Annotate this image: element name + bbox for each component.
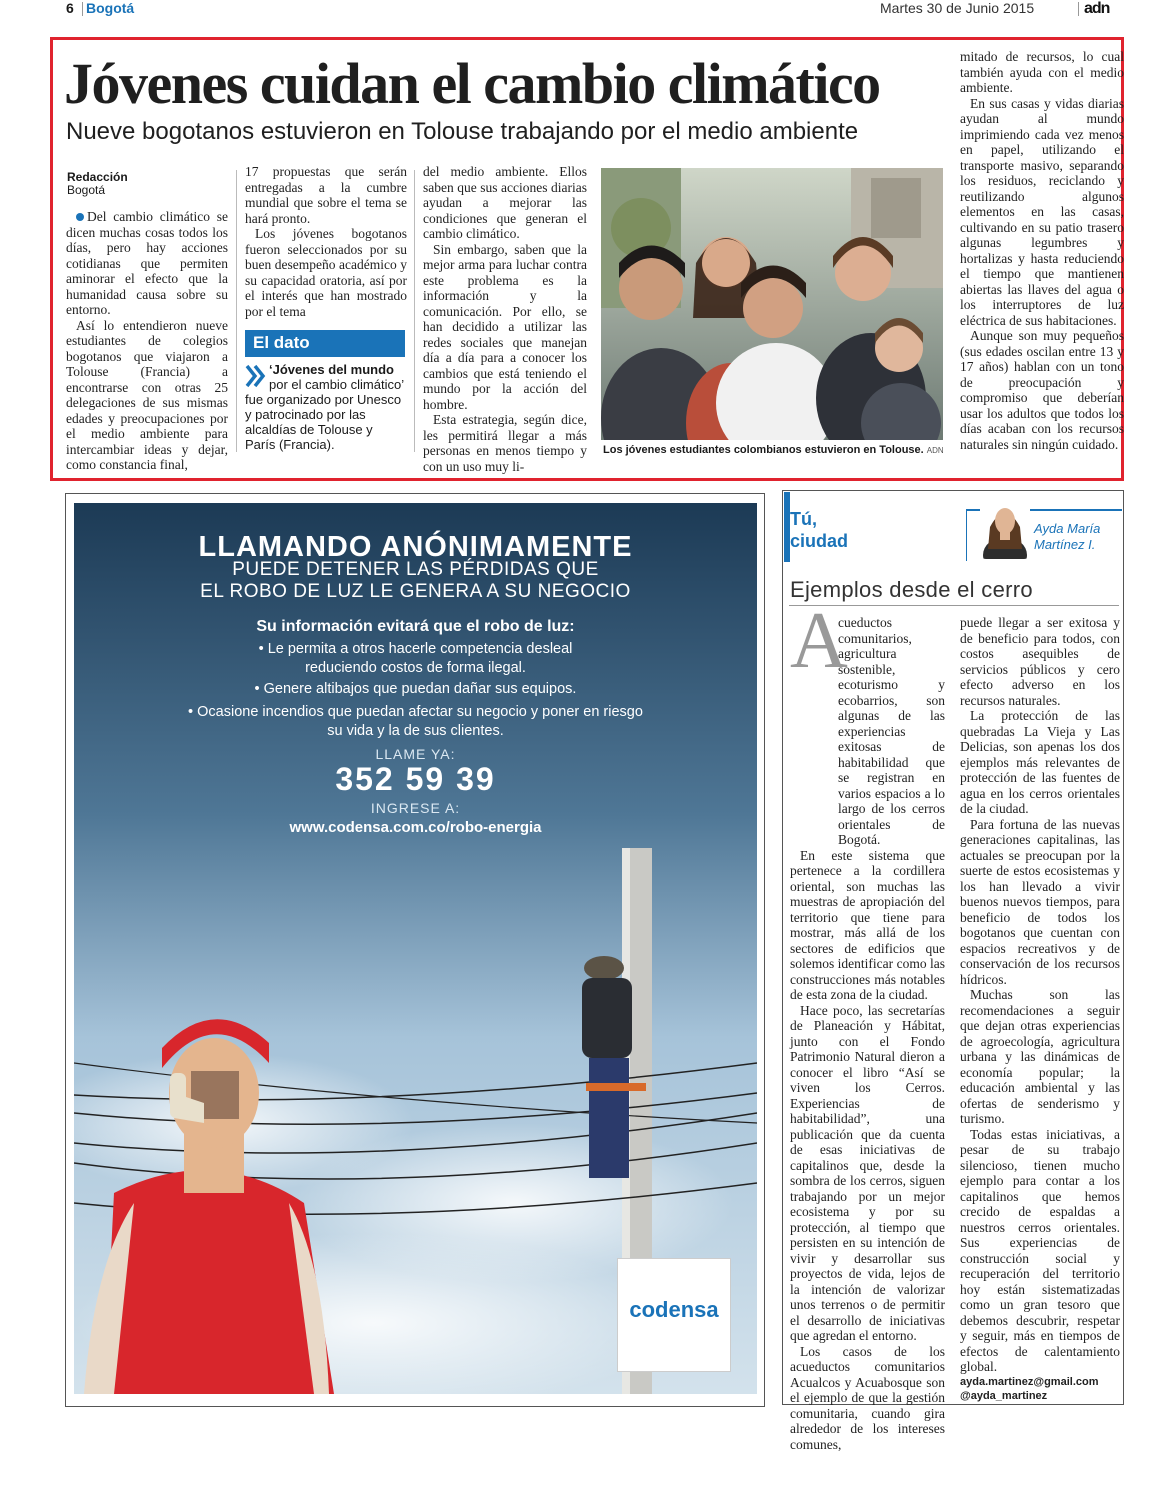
paragraph: La protección de las quebradas La Vieja y Las Delicias, son apenas los dos ejemplos más relevantes de protección de las fuentes de agua en los cerros orientales de la ciudad. xyxy=(960,708,1120,816)
ad-url-link[interactable]: www.codensa.com.co/robo-energia xyxy=(289,819,542,836)
paragraph: mitado de recursos, lo cual también ayuda con el medio ambiente. xyxy=(960,49,1124,95)
codensa-logo: codensa xyxy=(617,1258,731,1372)
byline-location: Bogotá xyxy=(67,183,106,197)
paragraph: 17 propuestas que serán entregadas a la cumbre mundial que sobre el tema se hará pronto. xyxy=(245,164,407,226)
el-dato-text xyxy=(245,362,405,452)
ad-phone-number[interactable]: 352 59 39 xyxy=(335,761,496,797)
ad-bullet: • Ocasione incendios que puedan afectar su negocio y poner en riesgo su vida y la de sus clientes. xyxy=(188,704,643,739)
article-column-4 xyxy=(960,49,1124,452)
column-title: Ejemplos desde el cerro xyxy=(790,577,1033,602)
section-name: Bogotá xyxy=(86,0,135,16)
author-twitter-handle[interactable]: @ayda_martinez xyxy=(960,1389,1048,1402)
divider xyxy=(245,356,405,357)
codensa-advertisement[interactable] xyxy=(74,503,757,1394)
article-column-2 xyxy=(245,164,407,319)
author-email[interactable]: ayda.martinez@gmail.com xyxy=(960,1375,1099,1388)
paragraph: Los casos de los acueductos comunitarios Acualcos y Acuabosque son el ejemplo de que la gestión comunitaria, cuando gira alrededor de los intereses comunes, xyxy=(790,1343,945,1452)
paragraph: En este sistema que pertenece a la cordillera oriental, son muchas las muestras de apropiación del territorio que tiene para mostrar, más allá de los sectores de edificios que solemos identificar como las construcciones más notables de esta zona de la ciudad. xyxy=(790,847,945,1002)
paragraph: Muchas son las recomendaciones a seguir que dejan otras experiencias de agroecología, agricultura urbana y las dinámicas de economía popular; la educación ambiental y las ofertas de senderismo y turismo. xyxy=(960,987,1120,1126)
paragraph: Del cambio climático se dicen muchas cosas todos los días, pero hay acciones cotidianas que permiten aminorar el efecto que la humanidad causa sobre su entorno. xyxy=(66,209,228,317)
article-photo xyxy=(601,168,943,440)
paragraph: En sus casas y vidas diarias ayudan al mundo imprimiendo cada vez menos en papel, utilizando el transporte masivo, separando los residuos, reciclando y reutilizando algunos elementos en las casas, cultivando en su patio trasero algunas legumbres y hortalizas y hasta reduciendo el tiempo que mantienen abiertas las llaves del agua o los interruptores de luz eléctrica de sus habitaciones. xyxy=(960,95,1124,328)
paragraph: puede llegar a ser exitosa y de beneficio para todos, con costos asequibles de servicios públicos y cero efecto adverso en los recursos naturales. xyxy=(960,615,1120,708)
brand-logo xyxy=(1084,0,1120,21)
paragraph: Para fortuna de las nuevas generaciones capitalinas, las actuales se preocupan por la suerte de estos ecosistemas y los han llevado a vivir buenos nuevos tiempos, para beneficio de todos los bogotanos que cuentan con espacios recreativos y de conservación de los recursos hídricos. xyxy=(960,816,1120,987)
paragraph: Hace poco, las secretarías de Planeación y Hábitat, junto con el Fondo Patrimonio Natural dieron a conocer el libro “Así se viven los Cerros. Experiencias de habitabilidad”, una publicación que da cuenta de esas iniciativas de capitalinos que, desde la sombra de los cerros, siguen trabajando por un mejor ecosistema y por su protección, al tiempo que persisten en su intención de vivir y desarrollar sus proyectos de vida, lejos de la intención de valorizar unos terrenos o de permitir el desarrollo de iniciativas que agredan el entorno. xyxy=(790,1002,945,1343)
paragraph: Todas estas iniciativas, a pesar de su trabajo silencioso, tienen mucho ejemplo para contar a los capitalinos que hemos crecido de espaldas a nuestros cerros orientales. Sus experiencias de construcción social y recuperación del territorio hoy están sistematizadas como un gran tesoro que debemos descubrir, respetar y seguir, más en tiempos de efectos de calentamiento global. xyxy=(960,1126,1120,1374)
ad-call-label: LLAME YA: xyxy=(375,746,456,762)
ad-info-heading: Su información evitará que el robo de luz: xyxy=(256,618,575,635)
paragraph: Sin embargo, saben que la mejor arma para luchar contra este problema es la información y la comunicación. Por ello, se han decidido a utilizar las redes sociales que manejan día a día para a conocer los cambios que está teniendo el mundo por la acción del hombre. xyxy=(423,241,587,412)
column-rule xyxy=(414,170,415,452)
el-dato-body: por el cambio climático’ fue organizado por Unesco y patrocinado por las alcaldías de Tolouse y París (Francia). xyxy=(245,377,404,452)
column-rule xyxy=(236,170,237,452)
page-number: 6 xyxy=(66,0,74,16)
article-title: Jóvenes cuidan el cambio climático xyxy=(64,51,880,116)
ad-subheadline: PUEDE DETENER LAS PÉRDIDAS QUE EL ROBO DE LUZ LE GENERA A SU NEGOCIO xyxy=(200,559,631,602)
article-subtitle: Nueve bogotanos estuvieron en Tolouse trabajando por el medio ambiente xyxy=(66,118,859,145)
drop-cap: A xyxy=(790,597,848,685)
ad-bullet: • Genere altibajos que puedan dañar sus equipos. xyxy=(254,681,577,697)
paragraph: Así lo entendieron nueve estudiantes de colegios bogotanos que viajaron a Tolouse (Francia) a encontrarse con otras 25 delegaciones de sus mismas edades y preocupaciones por el medio ambiente para intercambiar ideas y dejar, como constancia final, xyxy=(66,317,228,472)
ad-headline: LLAMANDO ANÓNIMAMENTE xyxy=(198,531,633,563)
photo-caption: Los jóvenes estudiantes colombianos estuvieron en Tolouse. ADN xyxy=(603,444,944,456)
column-right-text xyxy=(960,615,1120,1403)
el-dato-label: El dato xyxy=(245,330,405,356)
paragraph: del medio ambiente. Ellos saben que sus acciones diarias ayudan a mejorar las condiciones que generan el cambio climático. xyxy=(423,164,587,241)
ad-visit-label: INGRESE A: xyxy=(370,800,461,816)
bullet-dot-icon xyxy=(76,213,84,221)
ad-bullet: • Le permita a otros hacerle competencia desleal reduciendo costos de forma ilegal. xyxy=(258,641,573,676)
paragraph: Esta estrategia, según dice, les permitirá llegar a más personas en menos tiempo y con un uso muy li- xyxy=(423,412,587,474)
author-portrait xyxy=(980,497,1030,559)
el-dato-lead: ‘Jóvenes del mundo xyxy=(269,362,394,377)
issue-date: Martes 30 de Junio 2015 xyxy=(880,0,1035,16)
column-left-text xyxy=(790,615,945,1452)
paragraph: cueductos comunitarios, agricultura sostenible, ecoturismo y ecobarrios, son algunas de las experiencias exitosas de habitabilidad que se registran en varios espacios a lo largo de los cerros orientales de Bogotá. xyxy=(838,615,945,847)
article-column-1 xyxy=(66,209,228,473)
header-divider xyxy=(82,2,83,16)
author-name: Ayda María Martínez I. xyxy=(1034,521,1101,552)
article-column-3 xyxy=(423,164,587,474)
column-section-label: Tú, ciudad xyxy=(790,509,849,551)
paragraph: Aunque son muy pequeños (sus edades oscilan entre 13 y 17 años) hablan con un tono de preocupación y compromiso que deberían usar los adultos que todos los días acaban con los recursos naturales sin ningún cuidado. xyxy=(960,328,1124,452)
svg-text:adn: adn xyxy=(1084,0,1110,16)
paragraph: Los jóvenes bogotanos fueron seleccionados por su buen desempeño académico y su capacidad oratoria, así por el interés que han mostrado por el tema xyxy=(245,226,407,319)
byline: Redacción xyxy=(67,170,128,184)
header-divider xyxy=(1078,2,1079,16)
